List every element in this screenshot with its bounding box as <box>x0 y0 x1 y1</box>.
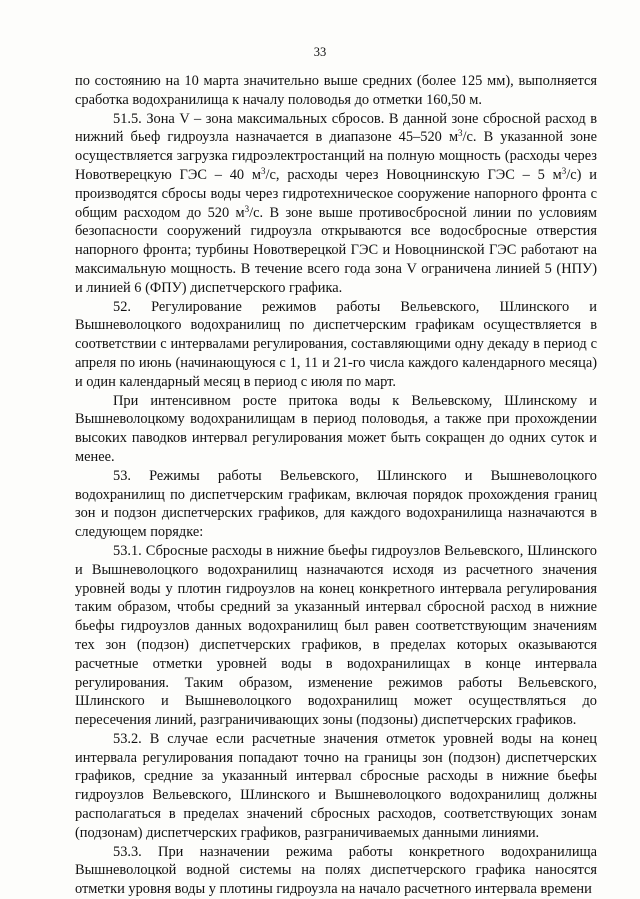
page-number: 33 <box>313 45 327 59</box>
paragraph-53: 53. Режимы работы Вельевского, Шлинского и Вышневолоцкого водохранилищ по диспетчерским графикам, включая порядок прохождения границ зон и подзон диспетчерских графиков, для каждого водохранилища назначаются в следующем порядке: <box>75 467 597 541</box>
paragraph-52-b: При интенсивном росте притока воды к Вельевскому, Шлинскому и Вышневолоцкому водохранилищам в период половодья, а также при прохождении высоких паводков интервал регулирования может быть сокращен до одних суток и менее. <box>75 392 597 465</box>
paragraph-51-5: 51.5. Зона V – зона максимальных сбросов. В данной зоне сбросной расход в нижний бьеф гидроузла назначается в диапазоне 45–520 $м^3/с$. В указанной зоне осуществляется загрузка гидроэлектростанций на полную мощность (расходы через Новотверецкую ГЭС – 40 $м^3/с$, расходы через Новоцнинскую ГЭС – 5 $м^3/с$) и производятся сбросы воды через гидротехническое сооружение напорного фронта с общим расходом до 520 $м^3/с$. В зоне выше противосбросной линии по условиям безопасности сооружений гидроузла открываются все водосбросные отверстия напорного фронта; турбины Новотверецкой ГЭС и Новоцнинской ГЭС работают на максимальную мощность. В течение всего года зона V ограничена линией 5 (НПУ) и линией 6 (ФПУ) диспетчерского графика. <box>75 110 597 296</box>
paragraph-53-1: 53.1. Сбросные расходы в нижние бьефы гидроузлов Вельевского, Шлинского и Вышневолоцкого водохранилищ назначаются исходя из расчетного значения уровней воды у плотин гидроузлов на конец конкретного интервала регулирования таким образом, чтобы средний за указанный интервал сбросной расход в нижние бьефы гидроузлов данных водохранилищ был равен соответствующим значениям тех зон (подзон) диспетчерских графиков, в пределах которых оказываются расчетные отметки уровней воды в водохранилищах в конце интервала регулирования. Таким образом, изменение режимов работы Вельевского, Шлинского и Вышневолоцкого водохранилищ может осуществляться до пересечения линий, разграничивающих зоны (подзоны) диспетчерских графиков. <box>75 542 597 729</box>
paragraph-53-3: 53.3. При назначении режима работы конкретного водохранилища Вышневолоцкой водной системы на полях диспетчерского графика наносятся отметки уровня воды у плотины гидроузла на начало расчетного интервала времени <box>75 843 597 898</box>
document-body <box>75 72 597 899</box>
paragraph-continuation: по состоянию на 10 марта значительно выше средних (более 125 мм), выполняется сработка водохранилища к началу половодья до отметки 160,50 м. <box>75 73 597 108</box>
paragraph-53-2: 53.2. В случае если расчетные значения отметок уровней воды на конец интервала регулирования попадают точно на границы зон (подзон) диспетчерских графиков, средние за указанный интервал сбросные расходы в нижние бьефы гидроузлов Вельевского, Шлинского и Вышневолоцкого водохранилищ должны располагаться в пределах значений сбросных расходов, соответствующих зонам (подзонам) диспетчерских графиков, разграничиваемых данными линиями. <box>75 730 597 841</box>
paragraph-52: 52. Регулирование режимов работы Вельевского, Шлинского и Вышневолоцкого водохранилищ по диспетчерским графикам осуществляется в соответствии с интервалами регулирования, составляющими одну декаду в период с апреля по июнь (начинающуюся с 1, 11 и 21-го числа каждого календарного месяца) и один календарный месяц в период с июля по март. <box>75 298 597 390</box>
